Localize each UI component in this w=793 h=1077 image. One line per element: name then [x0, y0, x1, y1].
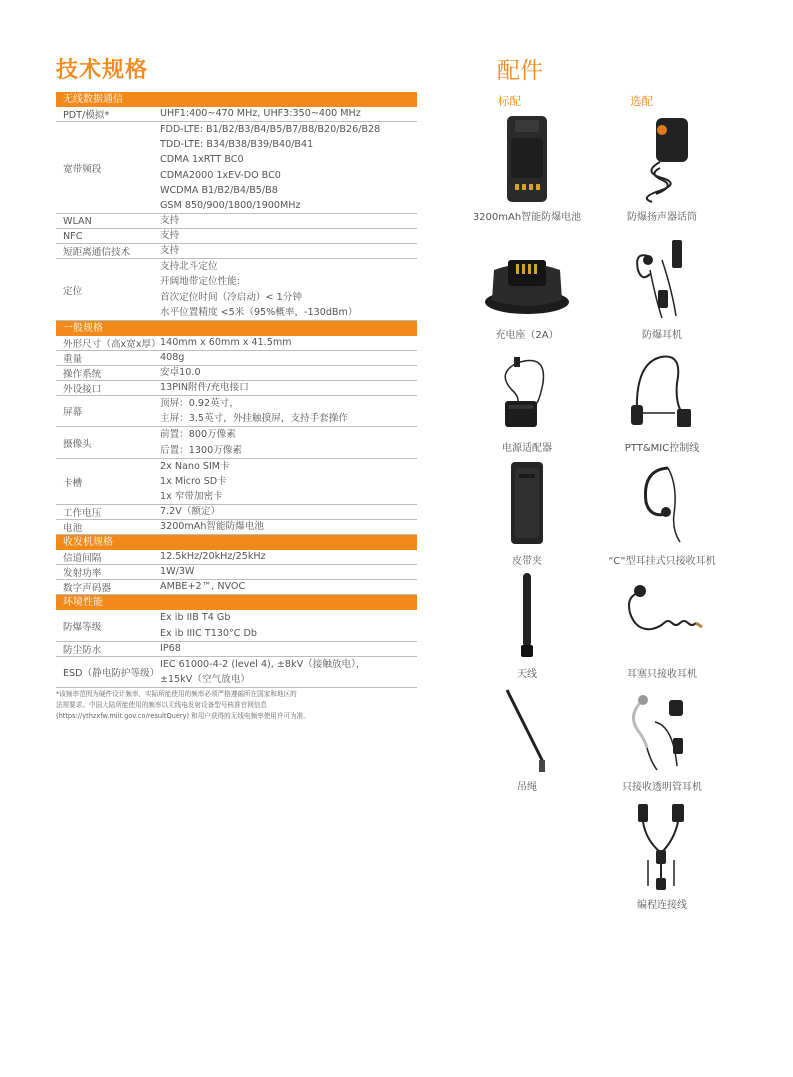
spec-row: [56, 565, 417, 580]
footnote-line: *该频率范围为硬件设计频率，实际所能使用的频率必须严格遵循所在国家和地区的: [56, 690, 297, 698]
spec-value-line: 主屏：3.5英寸，外挂触摸屏，支持手套操作: [160, 413, 348, 425]
spec-row: [56, 381, 417, 396]
spec-value: [160, 505, 417, 519]
spec-value-line: GSM 850/900/1800/1900MHz: [160, 200, 301, 212]
section-header: 环境性能: [56, 595, 417, 610]
spec-value-line: 支持: [160, 215, 180, 227]
spec-row: [56, 505, 417, 520]
spec-row: [56, 580, 417, 595]
spec-value-line: 支持北斗定位: [160, 261, 218, 273]
spec-value: [160, 381, 417, 395]
spec-value: [160, 366, 417, 380]
spec-value: [160, 580, 417, 594]
spec-value-line: ±15kV（空气放电）: [160, 674, 250, 686]
accessory-name: “C”型耳挂式只接收耳机: [608, 556, 716, 567]
accessory-programming-cable: [592, 800, 732, 911]
spec-value-line: CDMA 1xRTT BC0: [160, 154, 244, 166]
accessory-speaker-mic: [592, 112, 732, 223]
accessory-name: 电源适配器: [502, 443, 552, 454]
footnote: [56, 689, 416, 722]
spec-value-line: 2x Nano SIM卡: [160, 460, 230, 472]
spec-value: [160, 520, 417, 534]
spec-row: [56, 366, 417, 381]
section-header: 无线数据通信: [56, 92, 417, 107]
spec-label: WLAN: [63, 215, 92, 227]
optional-label: 选配: [630, 94, 653, 108]
spec-value-line: 7.2V（额定）: [160, 506, 221, 518]
spec-label: 信道间隔: [63, 553, 102, 565]
spec-value-line: 3200mAh智能防爆电池: [160, 521, 264, 533]
battery-icon: [497, 112, 557, 206]
spec-value-line: TDD-LTE: B34/B38/B39/B40/B41: [160, 139, 314, 151]
section-header: 收发机规格: [56, 535, 417, 550]
spec-value: [160, 229, 417, 243]
ptt-cable-icon: [617, 343, 707, 437]
tube-earpiece-icon: [617, 682, 707, 776]
accessory-earpiece: [592, 230, 732, 341]
spec-row: [56, 520, 417, 535]
spec-value-line: 1W/3W: [160, 566, 195, 578]
spec-row: [56, 214, 417, 229]
spec-value-line: CDMA2000 1xEV-DO BC0: [160, 169, 281, 181]
spec-row: [56, 244, 417, 259]
standard-label: 标配: [498, 94, 521, 108]
spec-row: [56, 259, 417, 321]
spec-value-line: 支持: [160, 230, 180, 242]
spec-row: [56, 642, 417, 657]
spec-label: 操作系统: [63, 369, 102, 381]
spec-label: 发射功率: [63, 568, 102, 580]
spec-value: [160, 351, 417, 365]
spec-value-line: UHF1:400~470 MHz, UHF3:350~400 MHz: [160, 108, 361, 119]
spec-value: [160, 550, 417, 564]
accessory-lanyard: [457, 682, 597, 793]
accessory-name: 充电座（2A）: [495, 330, 559, 341]
spec-row: [56, 336, 417, 351]
spec-row: [56, 459, 417, 506]
spec-value: [160, 642, 417, 656]
spec-value: [160, 336, 417, 350]
spec-value-line: 顶屏：0.92英寸，: [160, 398, 239, 410]
spec-value-line: 后置：1300万像素: [160, 444, 242, 456]
antenna-icon: [512, 569, 542, 663]
accessory-power-adapter: [457, 343, 597, 454]
spec-label: 卡槽: [63, 477, 83, 489]
accessory-ptt-cable: [592, 343, 732, 454]
spec-label: 工作电压: [63, 508, 102, 520]
accessory-antenna: [457, 569, 597, 680]
spec-label: 摄像头: [63, 438, 92, 450]
spec-value-line: 支持: [160, 245, 180, 257]
spec-row: [56, 610, 417, 641]
accessory-name: PTT&MIC控制线: [624, 443, 700, 454]
spec-row: [56, 427, 417, 458]
accessory-name: 皮带夹: [512, 556, 542, 567]
spec-value-line: WCDMA B1/B2/B4/B5/B8: [160, 184, 278, 196]
spec-row: [56, 122, 417, 214]
spec-label: PDT/模拟*: [63, 110, 110, 121]
spec-row: [56, 107, 417, 122]
spec-value-line: 开阔地带定位性能:: [160, 276, 240, 288]
spec-value: [160, 427, 417, 457]
spec-label: 防爆等级: [63, 621, 102, 633]
spec-value: [160, 244, 417, 258]
spec-value: [160, 396, 417, 426]
earpiece-icon: [622, 230, 702, 324]
spec-value: [160, 610, 417, 640]
spec-value-line: IP68: [160, 642, 181, 654]
power-adapter-icon: [487, 343, 567, 437]
spec-value-line: 首次定位时间（冷启动）< 1分钟: [160, 291, 302, 303]
spec-label: NFC: [63, 230, 83, 242]
spec-title: 技术规格: [56, 58, 149, 83]
spec-label: 屏幕: [63, 407, 83, 419]
spec-value-line: 13PIN附件/充电接口: [160, 382, 249, 394]
accessory-charger-base: [457, 230, 597, 341]
accessory-name: 3200mAh智能防爆电池: [472, 212, 582, 223]
spec-value-line: 前置：800万像素: [160, 429, 236, 441]
programming-cable-icon: [622, 800, 702, 894]
spec-label: 电池: [63, 523, 83, 535]
spec-label: 外设接口: [63, 384, 102, 396]
spec-row: [56, 351, 417, 366]
lanyard-icon: [497, 682, 557, 776]
spec-label: 数字声码器: [63, 583, 111, 595]
spec-value: [160, 214, 417, 228]
spec-value-line: 12.5kHz/20kHz/25kHz: [160, 551, 266, 563]
spec-row: [56, 396, 417, 427]
accessory-earbud: [592, 569, 732, 680]
spec-label: 短距离通信技术: [63, 247, 131, 259]
charger-base-icon: [482, 230, 572, 324]
accessory-belt-clip: [457, 456, 597, 567]
spec-value-line: 1x Micro SD卡: [160, 476, 227, 488]
accessories-title: 配件: [497, 58, 543, 84]
earbud-icon: [612, 569, 712, 663]
spec-value-line: Ex ib IIIC T130°C Db: [160, 627, 258, 639]
spec-value-line: 水平位置精度 <5米（95%概率，-130dBm）: [160, 306, 358, 318]
accessory-tube-earpiece: [592, 682, 732, 793]
spec-value-line: FDD-LTE: B1/B2/B3/B4/B5/B7/B8/B20/B26/B28: [160, 124, 381, 135]
accessory-name: 防爆扬声器话筒: [627, 212, 697, 223]
spec-label: ESD（静电防护等级）: [63, 668, 160, 680]
footnote-line: 法规要求。中国大陆所能使用的频率以无线电发射设备型号核准官网信息: [56, 701, 267, 709]
spec-label: 重量: [63, 354, 83, 366]
accessory-name: 耳塞只接收耳机: [627, 669, 697, 680]
accessory-name: 防爆耳机: [642, 330, 682, 341]
speaker-mic-icon: [622, 112, 702, 206]
spec-value-line: Ex ib IIB T4 Gb: [160, 612, 231, 624]
accessory-battery: [457, 112, 597, 223]
spec-label: 防尘防水: [63, 644, 102, 656]
spec-value: [160, 459, 417, 505]
spec-value: [160, 259, 417, 320]
accessory-name: 吊绳: [517, 782, 537, 793]
spec-value: [160, 122, 417, 213]
spec-row: [56, 657, 417, 688]
c-earhook-icon: [622, 456, 702, 550]
spec-value: [160, 657, 417, 687]
accessory-c-earhook: [592, 456, 732, 567]
spec-row: [56, 550, 417, 565]
accessory-name: 天线: [517, 669, 537, 680]
spec-value-line: IEC 61000-4-2 (level 4), ±8kV（接触放电），: [160, 658, 366, 670]
spec-value: [160, 107, 417, 121]
footnote-line: (https://ythzxfw.miit.gov.cn/resultQuery) 和用户获得的无线电频率使用许可为准。: [56, 712, 310, 720]
spec-label: 宽带频段: [63, 163, 102, 175]
belt-clip-icon: [502, 456, 552, 550]
spec-value-line: 安卓10.0: [160, 367, 201, 379]
spec-row: [56, 229, 417, 244]
spec-value-line: 1x 窄带加密卡: [160, 491, 223, 503]
accessory-name: 只接收透明管耳机: [622, 782, 702, 793]
spec-label: 定位: [63, 285, 83, 297]
spec-table: [56, 92, 417, 688]
spec-value-line: AMBE+2™, NVOC: [160, 581, 246, 593]
spec-value-line: 408g: [160, 352, 185, 364]
spec-value-line: 140mm x 60mm x 41.5mm: [160, 337, 292, 349]
spec-label: 外形尺寸（高x宽x厚）: [63, 339, 161, 351]
section-header: 一般规格: [56, 321, 417, 336]
spec-value: [160, 565, 417, 579]
accessory-name: 编程连接线: [637, 900, 687, 911]
